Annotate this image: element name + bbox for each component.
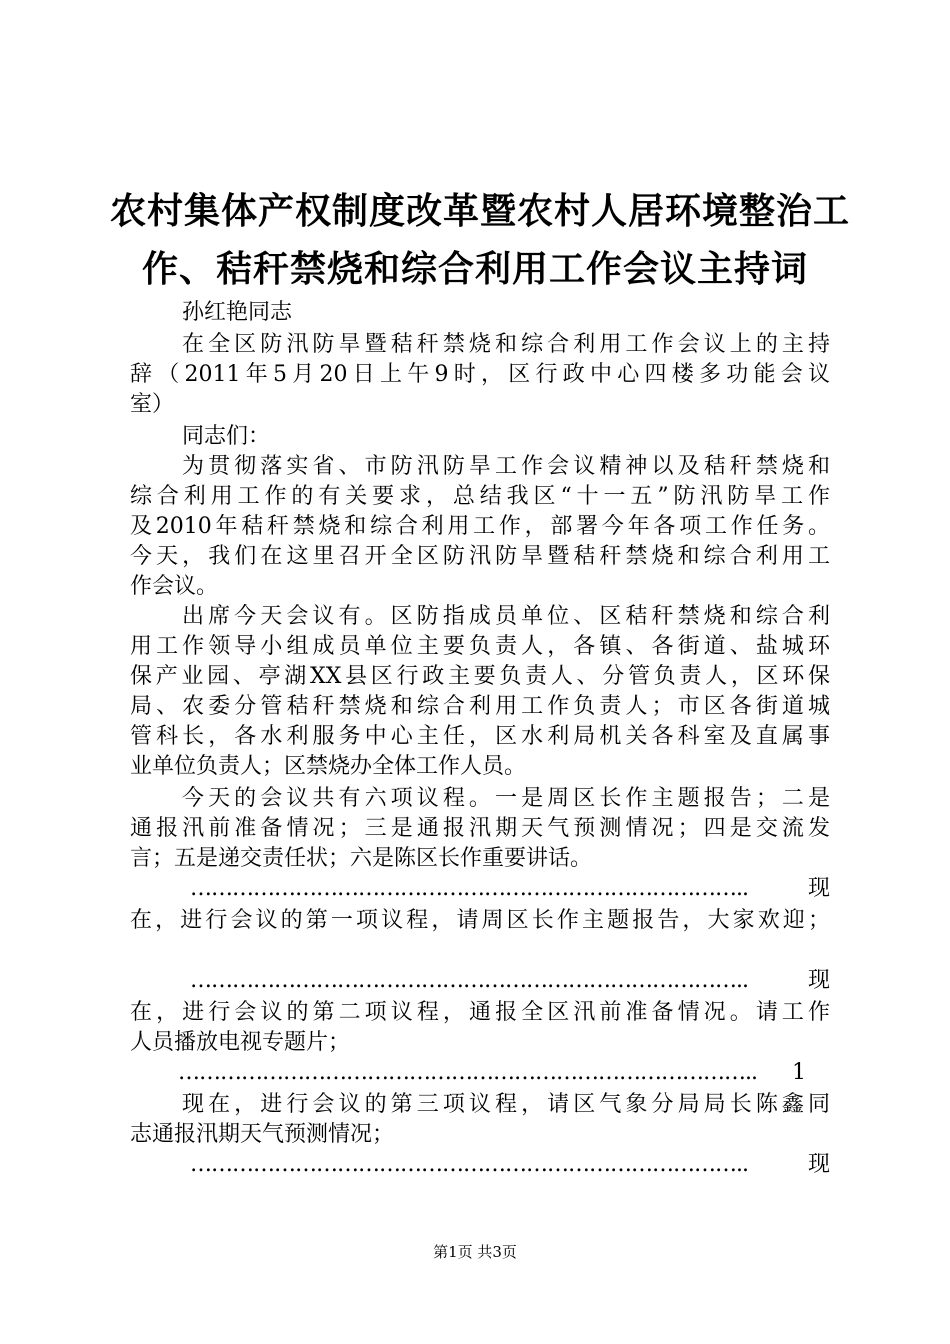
para2-line-4: 局、农委分管秸秆禁烧和综合利用工作负责人；市区各街道城 [130,694,830,719]
item3-line-2: 志通报汛期天气预测情况； [130,1122,395,1147]
intro-line-3: 室） [130,392,175,417]
item2-line-3: 人员播放电视专题片； [130,1030,351,1055]
para1-line-3: 及2010年秸秆禁烧和综合利用工作，部署今年各项工作任务。 [130,514,830,539]
para1-line-2: 综合利用工作的有关要求，总结我区“十一五”防汛防旱工作 [130,484,830,509]
item4-line-1-tail: 现 [808,1152,831,1177]
item3-leader-dots: ……………………………………………………………………….. [178,1060,757,1085]
item1-leader-dots: …………………………………………………………………….. [190,876,748,901]
title-line-1: 农村集体产权制度改革暨农村人居环境整治工 [110,191,851,232]
author-name: 孙红艳同志 [182,300,293,325]
item1-line-2: 在，进行会议的第一项议程，请周区长作主题报告，大家欢迎； [130,908,830,933]
item2-line-1-tail: 现 [808,968,831,993]
item3-page-number: 1 [792,1060,806,1085]
item2-leader-dots: …………………………………………………………………….. [190,968,748,993]
para2-line-3: 保产业园、亭湖XX县区行政主要负责人、分管负责人，区环保 [130,664,830,689]
page-footer: 第1页 共3页 [433,1243,517,1261]
item3-line-1: 现在，进行会议的第三项议程，请区气象分局局长陈鑫同 [182,1092,830,1117]
para2-line-1: 出席今天会议有。区防指成员单位、区秸秆禁烧和综合利 [182,604,830,629]
para3-line-2: 通报汛前准备情况；三是通报汛期天气预测情况；四是交流发 [130,816,830,841]
para2-line-6: 业单位负责人；区禁烧办全体工作人员。 [130,754,527,779]
para1-line-1: 为贯彻落实省、市防汛防旱工作会议精神以及秸秆禁烧和 [182,454,830,479]
para1-line-5: 作会议。 [130,574,219,599]
intro-line-1: 在全区防汛防旱暨秸秆禁烧和综合利用工作会议上的主持 [182,332,830,357]
item4-leader-dots: …………………………………………………………………….. [190,1152,748,1177]
item2-line-2: 在，进行会议的第二项议程，通报全区汛前准备情况。请工作 [130,1000,830,1025]
para3-line-3: 言；五是递交责任状；六是陈区长作重要讲话。 [130,846,593,871]
para2-line-2: 用工作领导小组成员单位主要负责人，各镇、各街道、盐城环 [130,634,830,659]
para2-line-5: 管科长，各水利服务中心主任，区水利局机关各科室及直属事 [130,724,830,749]
intro-line-2: 辞（2011年5月20日上午9时，区行政中心四楼多功能会议 [130,362,830,387]
title-line-2: 作、秸秆禁烧和综合利用工作会议主持词 [141,249,808,290]
para3-line-1: 今天的会议共有六项议程。一是周区长作主题报告；二是 [182,786,830,811]
item1-line-1-tail: 现 [808,876,831,901]
greeting: 同志们： [182,424,271,449]
para1-line-4: 今天，我们在这里召开全区防汛防旱暨秸秆禁烧和综合利用工 [130,544,830,569]
